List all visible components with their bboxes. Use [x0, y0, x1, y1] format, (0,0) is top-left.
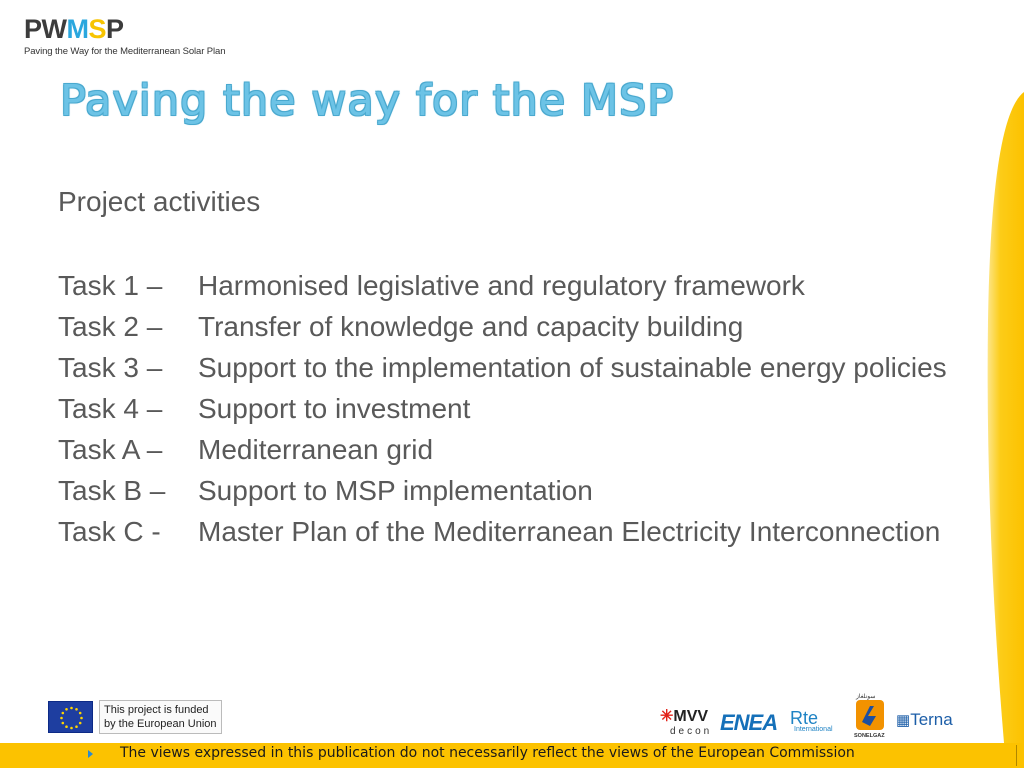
- sonelgaz-logo-icon: [856, 700, 884, 730]
- bullet-arrow-icon: [88, 750, 93, 758]
- footer-disclaimer: The views expressed in this publication do not necessarily reflect the views of the European Commission: [120, 745, 855, 761]
- task-item: [58, 309, 968, 344]
- task-description: Support to the implementation of sustainable energy policies: [198, 352, 947, 383]
- enea-logo: ENEA: [720, 710, 778, 735]
- task-description: Support to investment: [198, 393, 471, 424]
- logo-pw: PW: [24, 14, 67, 44]
- eu-flag-icon: [48, 701, 93, 733]
- eu-funding-notice: [48, 700, 222, 734]
- partner-logos: [656, 696, 976, 742]
- slide-title-text: Paving the way for the MSP: [60, 76, 675, 126]
- task-label: Task 1 –: [58, 270, 163, 301]
- task-item: [58, 514, 968, 549]
- eu-funding-line1: This project is funded: [104, 704, 209, 716]
- logo-tagline: Paving the Way for the Mediterranean Solar Plan: [24, 46, 226, 57]
- task-label: Task B –: [58, 475, 166, 506]
- task-label: Task 3 –: [58, 352, 163, 383]
- task-label: Task A –: [58, 434, 163, 465]
- task-label: Task C -: [58, 516, 161, 547]
- mvv-logo-text: MVV: [673, 708, 709, 725]
- slide-title: [60, 76, 674, 126]
- task-description: Transfer of knowledge and capacity building: [198, 311, 744, 342]
- footer-divider: [1016, 745, 1017, 766]
- sonelgaz-logo-text: SONELGAZ: [854, 733, 885, 739]
- task-label: Task 4 –: [58, 393, 163, 424]
- rte-logo: Rte: [790, 708, 819, 728]
- sonelgaz-arabic-text: سونلغاز: [856, 694, 876, 700]
- task-label: Task 2 –: [58, 311, 163, 342]
- task-description: Support to MSP implementation: [198, 475, 593, 506]
- rte-logo-subtext: International: [794, 726, 833, 733]
- pwmsp-logo: [24, 16, 225, 57]
- terna-logo: [896, 710, 953, 730]
- mvv-star-icon: ✳: [660, 708, 674, 725]
- mvv-logo: [660, 706, 708, 726]
- decon-logo-text: decon: [670, 726, 713, 737]
- logo-s: S: [88, 14, 107, 44]
- task-item: [58, 432, 968, 467]
- task-item: [58, 473, 968, 508]
- task-list: [58, 268, 968, 555]
- terna-logo-text: Terna: [910, 710, 953, 729]
- task-description: Harmonised legislative and regulatory framework: [198, 270, 805, 301]
- slide-subtitle: Project activities: [58, 186, 261, 217]
- task-description: Mediterranean grid: [198, 434, 434, 465]
- task-item: [58, 391, 968, 426]
- logo-p: P: [106, 14, 124, 44]
- task-description: Master Plan of the Mediterranean Electricity Interconnection: [198, 516, 941, 547]
- logo-wordmark: [24, 16, 225, 43]
- task-item: [58, 268, 968, 303]
- logo-m: M: [66, 14, 89, 44]
- task-item: [58, 350, 968, 385]
- terna-pylon-icon: ▦: [896, 712, 911, 729]
- eu-funding-text: [99, 700, 222, 734]
- eu-funding-line2: by the European Union: [104, 718, 217, 730]
- footer-bar: [0, 743, 1024, 768]
